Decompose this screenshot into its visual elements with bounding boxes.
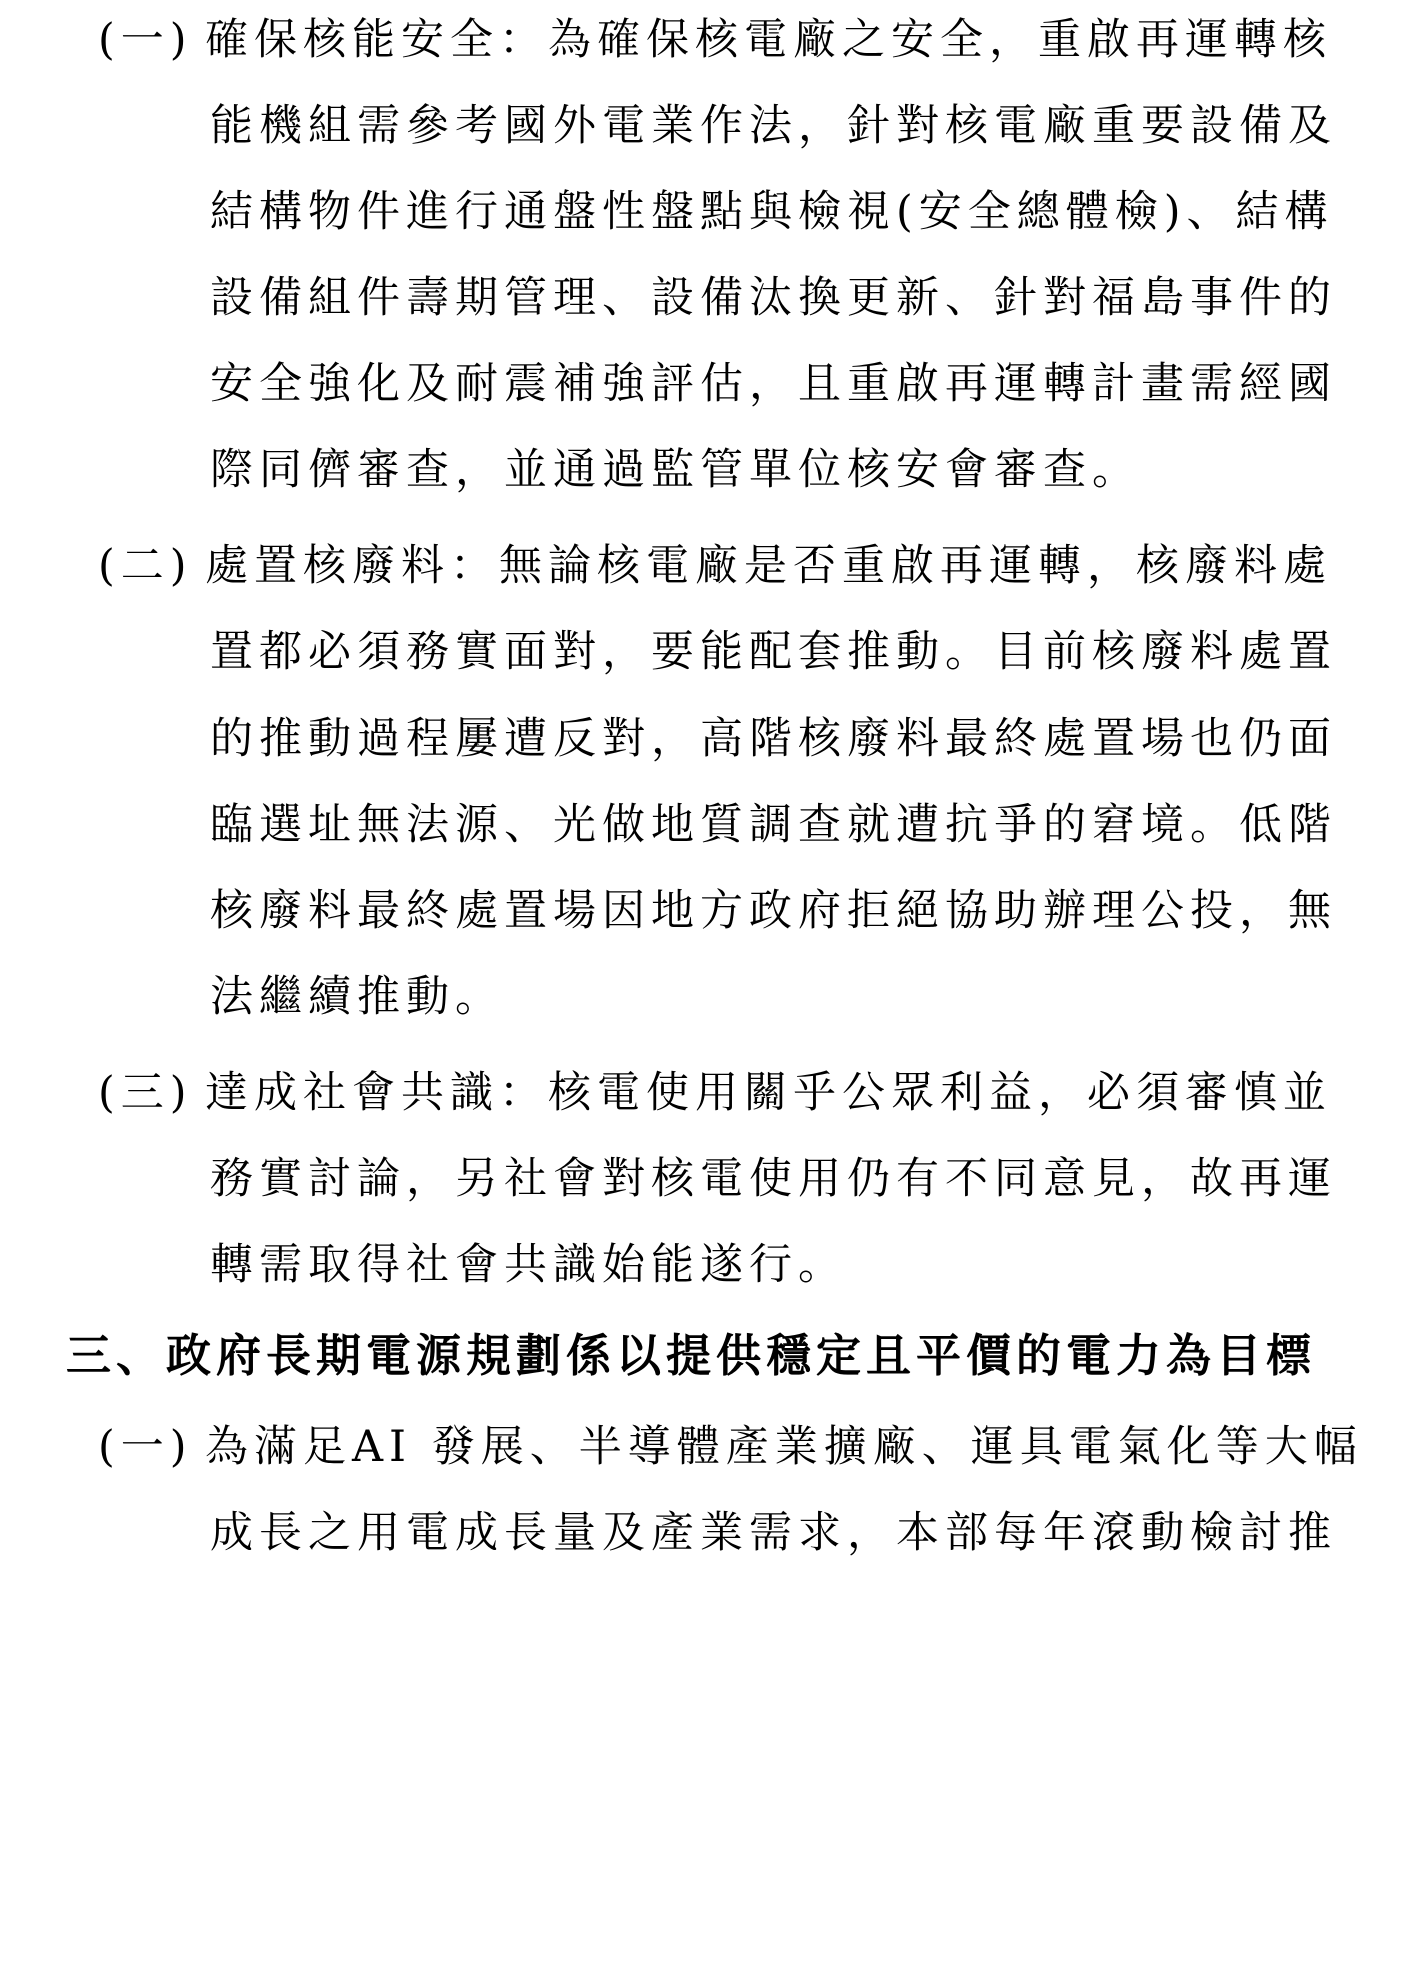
section-1-line-4: 設備組件壽期管理、設備汰換更新、針對福島事件的 (210, 273, 1337, 323)
section-1-line-2: 能機組需參考國外電業作法，針對核電廠重要設備及 (210, 101, 1337, 151)
section-2-line-5: 核廢料最終處置場因地方政府拒絕協助辦理公投，無 (210, 886, 1337, 936)
section-3-line-1: 達成社會共識：核電使用關乎公眾利益，必須審慎並 (205, 1068, 1332, 1118)
section-2-line-3: 的推動過程屢遭反對，高階核廢料最終處置場也仍面 (210, 714, 1337, 764)
subsection-1-line-2: 成長之用電成長量及產業需求，本部每年滾動檢討推 (210, 1508, 1337, 1558)
section-3-line-3: 轉需取得社會共識始能遂行。 (210, 1240, 847, 1290)
section-1-marker: (一) (98, 15, 193, 65)
section-2-line-6: 法繼續推動。 (210, 972, 504, 1022)
section-1-line-6: 際同儕審查，並通過監管單位核安會審查。 (210, 445, 1141, 495)
section-heading: 三、政府長期電源規劃係以提供穩定且平價的電力為目標 (66, 1329, 1317, 1382)
section-3-marker: (三) (98, 1068, 193, 1118)
section-1-line-1: 確保核能安全：為確保核電廠之安全，重啟再運轉核 (205, 15, 1332, 65)
section-2-marker: (二) (98, 541, 193, 591)
section-2-line-1: 處置核廢料：無論核電廠是否重啟再運轉，核廢料處 (205, 541, 1332, 591)
section-1-line-5: 安全強化及耐震補強評估，且重啟再運轉計畫需經國 (210, 359, 1337, 409)
section-3-line-2: 務實討論，另社會對核電使用仍有不同意見，故再運 (210, 1154, 1337, 1204)
subsection-1-marker: (一) (98, 1422, 193, 1472)
section-2-line-4: 臨選址無法源、光做地質調查就遭抗爭的窘境。低階 (210, 800, 1337, 850)
section-1-line-3: 結構物件進行通盤性盤點與檢視(安全總體檢)、結構 (210, 187, 1334, 237)
subsection-1-line-1: 為滿足AI 發展、半導體產業擴廠、運具電氣化等大幅 (205, 1422, 1363, 1472)
section-2-line-2: 置都必須務實面對，要能配套推動。目前核廢料處置 (210, 627, 1337, 677)
